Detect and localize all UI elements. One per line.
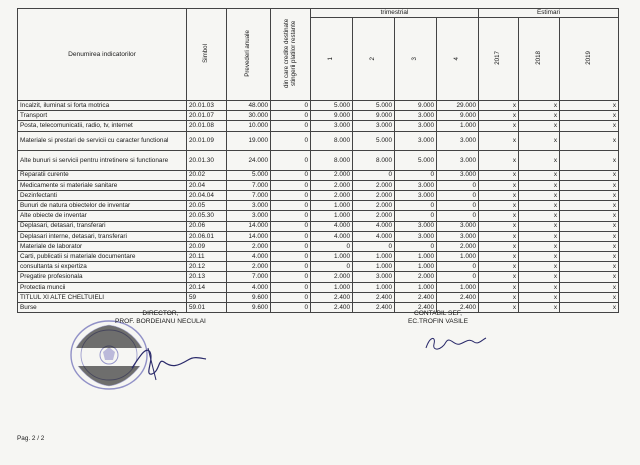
cell-estimate-3: x xyxy=(560,190,619,200)
header-quarter-4: 4 xyxy=(437,18,479,101)
cell-annual: 2.000 xyxy=(227,241,271,251)
cell-estimate-1: x xyxy=(479,241,519,251)
cell-quarter-1: 5.000 xyxy=(311,101,353,111)
cell-symbol: 20.12 xyxy=(187,262,227,272)
cell-estimate-1: x xyxy=(479,151,519,171)
cell-quarter-3: 3.000 xyxy=(395,190,437,200)
cell-estimate-2: x xyxy=(519,292,560,302)
cell-quarter-2: 2.000 xyxy=(353,211,395,221)
cell-credits: 0 xyxy=(271,262,311,272)
table-row xyxy=(18,121,619,131)
cell-indicator: Protectia muncii xyxy=(18,282,187,292)
cell-quarter-1: 9.000 xyxy=(311,111,353,121)
cell-indicator: consultanta si expertiza xyxy=(18,262,187,272)
cell-estimate-3: x xyxy=(560,252,619,262)
cell-quarter-2: 2.000 xyxy=(353,201,395,211)
header-credits: din care credite destinate stingerii platilor restante xyxy=(271,9,311,101)
cell-quarter-3: 9.000 xyxy=(395,101,437,111)
cell-quarter-1: 1.000 xyxy=(311,211,353,221)
cell-quarter-1: 3.000 xyxy=(311,121,353,131)
cell-credits: 0 xyxy=(271,190,311,200)
cell-estimate-2: x xyxy=(519,201,560,211)
cell-symbol: 20.14 xyxy=(187,282,227,292)
cell-quarter-2: 2.000 xyxy=(353,190,395,200)
cell-quarter-4: 3.000 xyxy=(437,151,479,171)
cell-estimate-3: x xyxy=(560,180,619,190)
cell-quarter-2: 5.000 xyxy=(353,131,395,151)
cell-credits: 0 xyxy=(271,211,311,221)
cell-quarter-3: 1.000 xyxy=(395,282,437,292)
cell-symbol: 20.01.08 xyxy=(187,121,227,131)
cell-indicator: Pregatire profesionala xyxy=(18,272,187,282)
cell-quarter-3: 0 xyxy=(395,241,437,251)
cell-symbol: 20.01.09 xyxy=(187,131,227,151)
cell-estimate-3: x xyxy=(560,201,619,211)
cell-estimate-3: x xyxy=(560,241,619,251)
cell-annual: 2.000 xyxy=(227,262,271,272)
cell-quarter-3: 3.000 xyxy=(395,121,437,131)
cell-quarter-4: 0 xyxy=(437,201,479,211)
cell-annual: 5.000 xyxy=(227,170,271,180)
cell-quarter-3: 0 xyxy=(395,170,437,180)
cell-estimate-1: x xyxy=(479,231,519,241)
cell-quarter-4: 1.000 xyxy=(437,252,479,262)
cell-estimate-3: x xyxy=(560,221,619,231)
cell-estimate-1: x xyxy=(479,190,519,200)
header-quarter-2: 2 xyxy=(353,18,395,101)
cell-symbol: 20.05.30 xyxy=(187,211,227,221)
director-title: DIRECTOR, xyxy=(142,310,179,317)
cell-estimate-3: x xyxy=(560,111,619,121)
cell-symbol: 20.11 xyxy=(187,252,227,262)
cell-quarter-1: 2.400 xyxy=(311,303,353,313)
cell-quarter-4: 0 xyxy=(437,211,479,221)
cell-quarter-4: 2.000 xyxy=(437,241,479,251)
cell-indicator: Alte bunuri si servicii pentru intretinere si functionare xyxy=(18,151,187,171)
cell-indicator: Dezinfectanti xyxy=(18,190,187,200)
cell-quarter-2: 0 xyxy=(353,241,395,251)
header-indicator: Denumirea indicatorilor xyxy=(18,9,187,101)
cell-annual: 4.000 xyxy=(227,282,271,292)
cell-estimate-3: x xyxy=(560,262,619,272)
cell-indicator: TITLUL XI ALTE CHELTUIELI xyxy=(18,292,187,302)
cell-quarter-3: 2.400 xyxy=(395,292,437,302)
cell-estimate-1: x xyxy=(479,262,519,272)
table-row xyxy=(18,170,619,180)
cell-credits: 0 xyxy=(271,111,311,121)
director-block xyxy=(115,310,206,326)
cell-symbol: 59.01 xyxy=(187,303,227,313)
cell-annual: 10.000 xyxy=(227,121,271,131)
cell-estimate-2: x xyxy=(519,111,560,121)
cell-quarter-4: 0 xyxy=(437,190,479,200)
cell-annual: 30.000 xyxy=(227,111,271,121)
cell-quarter-4: 3.000 xyxy=(437,231,479,241)
cell-indicator: Incalzit, iluminat si forta motrica xyxy=(18,101,187,111)
cell-quarter-2: 5.000 xyxy=(353,101,395,111)
cell-estimate-1: x xyxy=(479,170,519,180)
cell-quarter-4: 29.000 xyxy=(437,101,479,111)
table-row xyxy=(18,211,619,221)
cell-annual: 14.000 xyxy=(227,231,271,241)
cell-quarter-2: 2.400 xyxy=(353,292,395,302)
cell-symbol: 20.04.04 xyxy=(187,190,227,200)
cell-estimate-2: x xyxy=(519,211,560,221)
cell-annual: 14.000 xyxy=(227,221,271,231)
cell-quarter-3: 3.000 xyxy=(395,111,437,121)
cell-credits: 0 xyxy=(271,131,311,151)
cell-estimate-2: x xyxy=(519,180,560,190)
cell-quarter-2: 2.400 xyxy=(353,303,395,313)
cell-quarter-2: 9.000 xyxy=(353,111,395,121)
cell-annual: 48.000 xyxy=(227,101,271,111)
cell-estimate-3: x xyxy=(560,282,619,292)
cell-quarter-2: 4.000 xyxy=(353,231,395,241)
table-row xyxy=(18,262,619,272)
table-row xyxy=(18,303,619,313)
cell-credits: 0 xyxy=(271,221,311,231)
cell-quarter-2: 3.000 xyxy=(353,272,395,282)
cell-estimate-2: x xyxy=(519,221,560,231)
header-year-2: 2018 xyxy=(519,18,560,101)
cell-quarter-4: 1.000 xyxy=(437,282,479,292)
cell-estimate-3: x xyxy=(560,231,619,241)
cell-quarter-3: 5.000 xyxy=(395,151,437,171)
cell-annual: 24.000 xyxy=(227,151,271,171)
cell-estimate-2: x xyxy=(519,131,560,151)
cell-indicator: Medicamente si materiale sanitare xyxy=(18,180,187,190)
cell-annual: 7.000 xyxy=(227,190,271,200)
cell-quarter-3: 3.000 xyxy=(395,131,437,151)
cell-estimate-3: x xyxy=(560,272,619,282)
budget-table xyxy=(17,8,619,313)
cell-quarter-3: 0 xyxy=(395,211,437,221)
cell-estimate-2: x xyxy=(519,241,560,251)
cell-estimate-2: x xyxy=(519,262,560,272)
cell-quarter-1: 2.000 xyxy=(311,272,353,282)
cell-estimate-3: x xyxy=(560,303,619,313)
cell-quarter-3: 1.000 xyxy=(395,252,437,262)
cell-estimate-1: x xyxy=(479,272,519,282)
cell-annual: 9.600 xyxy=(227,303,271,313)
cell-quarter-4: 1.000 xyxy=(437,121,479,131)
cell-quarter-2: 8.000 xyxy=(353,151,395,171)
cell-estimate-2: x xyxy=(519,101,560,111)
cell-estimate-1: x xyxy=(479,292,519,302)
cell-symbol: 20.02 xyxy=(187,170,227,180)
table-row xyxy=(18,221,619,231)
cell-indicator: Materiale si prestari de servicii cu caracter functional xyxy=(18,131,187,151)
cell-quarter-2: 3.000 xyxy=(353,121,395,131)
cell-estimate-1: x xyxy=(479,121,519,131)
cell-quarter-2: 2.000 xyxy=(353,180,395,190)
cell-indicator: Reparatii curente xyxy=(18,170,187,180)
cell-quarter-1: 0 xyxy=(311,241,353,251)
cell-credits: 0 xyxy=(271,201,311,211)
cell-estimate-1: x xyxy=(479,111,519,121)
director-name: PROF. BORDEIANU NECULAI xyxy=(115,318,206,326)
header-year-1: 2017 xyxy=(479,18,519,101)
cell-quarter-4: 3.000 xyxy=(437,131,479,151)
cell-quarter-1: 8.000 xyxy=(311,151,353,171)
cell-estimate-1: x xyxy=(479,252,519,262)
table-row xyxy=(18,252,619,262)
cell-quarter-4: 3.000 xyxy=(437,221,479,231)
cell-quarter-2: 1.000 xyxy=(353,282,395,292)
cell-credits: 0 xyxy=(271,101,311,111)
cell-estimate-2: x xyxy=(519,252,560,262)
cell-annual: 3.000 xyxy=(227,201,271,211)
cell-estimate-2: x xyxy=(519,190,560,200)
cell-estimate-1: x xyxy=(479,101,519,111)
cell-estimate-2: x xyxy=(519,282,560,292)
cell-estimate-2: x xyxy=(519,272,560,282)
cell-credits: 0 xyxy=(271,180,311,190)
cell-estimate-2: x xyxy=(519,303,560,313)
cell-quarter-4: 2.400 xyxy=(437,303,479,313)
cell-credits: 0 xyxy=(271,272,311,282)
cell-quarter-3: 1.000 xyxy=(395,262,437,272)
cell-estimate-1: x xyxy=(479,282,519,292)
cell-estimate-1: x xyxy=(479,221,519,231)
accountant-block xyxy=(408,310,468,326)
cell-estimate-3: x xyxy=(560,170,619,180)
cell-credits: 0 xyxy=(271,121,311,131)
table-row xyxy=(18,231,619,241)
director-signature xyxy=(128,338,208,383)
cell-quarter-2: 4.000 xyxy=(353,221,395,231)
cell-estimate-3: x xyxy=(560,131,619,151)
table-row xyxy=(18,101,619,111)
cell-quarter-1: 2.000 xyxy=(311,180,353,190)
cell-estimate-2: x xyxy=(519,170,560,180)
cell-credits: 0 xyxy=(271,170,311,180)
header-annual: Prevederi anuale xyxy=(227,9,271,101)
table-row xyxy=(18,272,619,282)
table-row xyxy=(18,151,619,171)
cell-estimate-2: x xyxy=(519,121,560,131)
header-symbol: Simbol xyxy=(187,9,227,101)
header-estimates-group: Estimari xyxy=(479,9,619,18)
cell-quarter-2: 0 xyxy=(353,170,395,180)
cell-quarter-4: 9.000 xyxy=(437,111,479,121)
cell-annual: 9.600 xyxy=(227,292,271,302)
cell-quarter-4: 0 xyxy=(437,272,479,282)
cell-quarter-2: 1.000 xyxy=(353,252,395,262)
cell-symbol: 20.09 xyxy=(187,241,227,251)
table-row xyxy=(18,201,619,211)
cell-credits: 0 xyxy=(271,231,311,241)
cell-indicator: Deplasari, detasari, transferari xyxy=(18,221,187,231)
cell-quarter-1: 1.000 xyxy=(311,252,353,262)
cell-quarter-1: 2.000 xyxy=(311,190,353,200)
cell-estimate-3: x xyxy=(560,121,619,131)
cell-indicator: Burse xyxy=(18,303,187,313)
cell-quarter-3: 2.400 xyxy=(395,303,437,313)
cell-quarter-1: 2.400 xyxy=(311,292,353,302)
cell-credits: 0 xyxy=(271,303,311,313)
table-row xyxy=(18,282,619,292)
accountant-name: EC.TROFIN VASILE xyxy=(408,318,468,326)
cell-indicator: Transport xyxy=(18,111,187,121)
table-row xyxy=(18,241,619,251)
cell-quarter-3: 0 xyxy=(395,201,437,211)
cell-annual: 19.000 xyxy=(227,131,271,151)
cell-annual: 7.000 xyxy=(227,272,271,282)
cell-quarter-1: 1.000 xyxy=(311,201,353,211)
cell-symbol: 20.01.03 xyxy=(187,101,227,111)
cell-estimate-3: x xyxy=(560,292,619,302)
cell-quarter-3: 2.000 xyxy=(395,272,437,282)
cell-credits: 0 xyxy=(271,241,311,251)
cell-indicator: Deplasari interne, detasari, transferari xyxy=(18,231,187,241)
cell-quarter-1: 8.000 xyxy=(311,131,353,151)
cell-credits: 0 xyxy=(271,282,311,292)
table-row xyxy=(18,190,619,200)
header-quarter-1: 1 xyxy=(311,18,353,101)
cell-estimate-3: x xyxy=(560,101,619,111)
cell-estimate-1: x xyxy=(479,211,519,221)
cell-estimate-1: x xyxy=(479,180,519,190)
cell-estimate-1: x xyxy=(479,131,519,151)
cell-credits: 0 xyxy=(271,151,311,171)
cell-quarter-2: 1.000 xyxy=(353,262,395,272)
cell-estimate-1: x xyxy=(479,303,519,313)
cell-indicator: Alte obiecte de inventar xyxy=(18,211,187,221)
header-year-3: 2019 xyxy=(560,18,619,101)
table-row xyxy=(18,131,619,151)
cell-symbol: 20.13 xyxy=(187,272,227,282)
table-body xyxy=(18,101,619,313)
cell-quarter-4: 0 xyxy=(437,180,479,190)
cell-credits: 0 xyxy=(271,252,311,262)
cell-quarter-1: 4.000 xyxy=(311,221,353,231)
cell-quarter-3: 3.000 xyxy=(395,180,437,190)
header-quarterly-group: trimestrial xyxy=(311,9,479,18)
table-row xyxy=(18,292,619,302)
cell-symbol: 20.05 xyxy=(187,201,227,211)
table-row xyxy=(18,180,619,190)
accountant-signature xyxy=(420,330,490,355)
cell-quarter-1: 1.000 xyxy=(311,282,353,292)
cell-symbol: 20.04 xyxy=(187,180,227,190)
cell-quarter-4: 0 xyxy=(437,262,479,272)
cell-symbol: 20.06 xyxy=(187,221,227,231)
header-quarter-3: 3 xyxy=(395,18,437,101)
cell-symbol: 20.01.30 xyxy=(187,151,227,171)
cell-annual: 4.000 xyxy=(227,252,271,262)
cell-indicator: Carti, publicatii si materiale documentare xyxy=(18,252,187,262)
cell-quarter-4: 2.400 xyxy=(437,292,479,302)
cell-quarter-3: 3.000 xyxy=(395,231,437,241)
cell-annual: 3.000 xyxy=(227,211,271,221)
cell-estimate-1: x xyxy=(479,201,519,211)
cell-quarter-4: 3.000 xyxy=(437,170,479,180)
cell-symbol: 20.06.01 xyxy=(187,231,227,241)
cell-indicator: Materiale de laborator xyxy=(18,241,187,251)
cell-estimate-2: x xyxy=(519,151,560,171)
cell-indicator: Bunuri de natura obiectelor de inventar xyxy=(18,201,187,211)
cell-symbol: 20.01.07 xyxy=(187,111,227,121)
cell-estimate-3: x xyxy=(560,151,619,171)
accountant-title: CONTABIL SEF, xyxy=(413,310,462,317)
cell-quarter-1: 2.000 xyxy=(311,170,353,180)
cell-symbol: 59 xyxy=(187,292,227,302)
cell-quarter-1: 4.000 xyxy=(311,231,353,241)
table-row xyxy=(18,111,619,121)
cell-quarter-3: 3.000 xyxy=(395,221,437,231)
cell-annual: 7.000 xyxy=(227,180,271,190)
cell-estimate-2: x xyxy=(519,231,560,241)
cell-credits: 0 xyxy=(271,292,311,302)
page-number: Pag. 2 / 2 xyxy=(17,435,45,442)
cell-indicator: Posta, telecomunicatii, radio, tv, internet xyxy=(18,121,187,131)
cell-estimate-3: x xyxy=(560,211,619,221)
cell-quarter-1: 0 xyxy=(311,262,353,272)
